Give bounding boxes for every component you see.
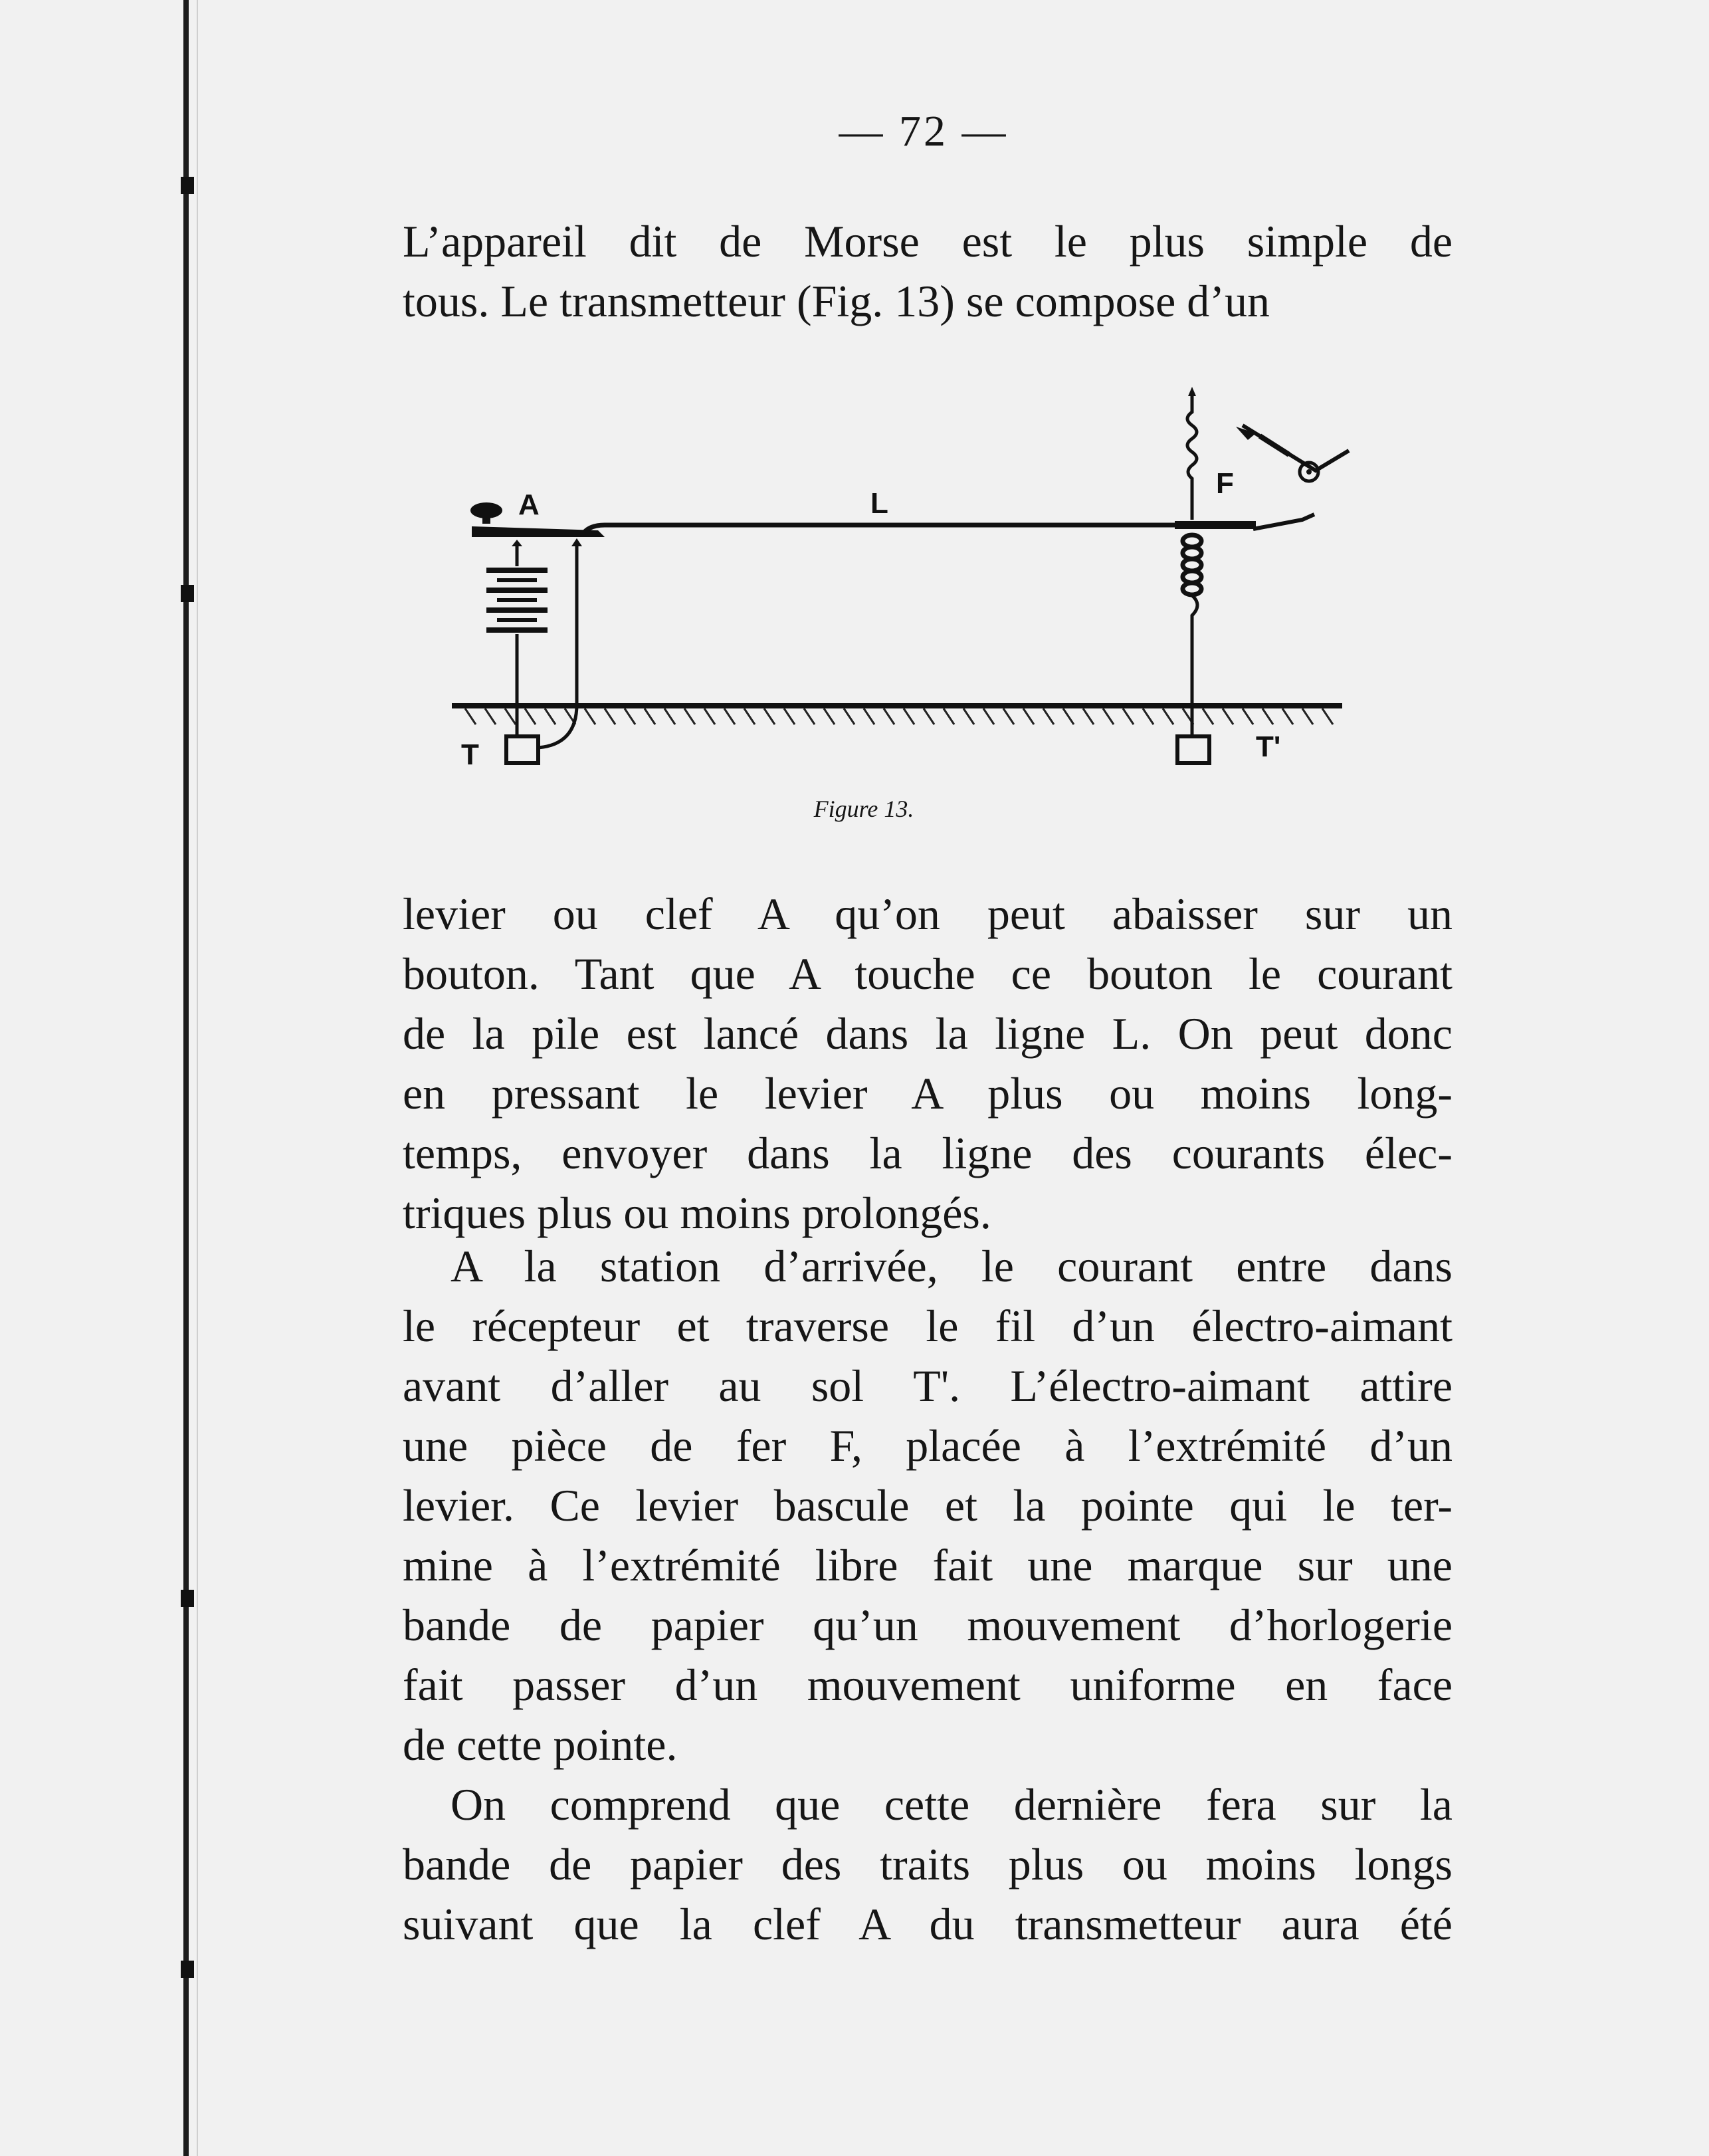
text-line: avant d’aller au sol T'. L’électro-aimant attire (403, 1360, 1453, 1411)
label-line-L: L (870, 487, 888, 520)
binding-notch (181, 1590, 194, 1607)
text-line: suivant que la clef A du transmetteur aura été (403, 1899, 1453, 1949)
binding-notch (181, 177, 194, 194)
binding-edge-shadow (197, 0, 198, 2156)
text-line: L’appareil dit de Morse est le plus simple de (403, 216, 1453, 267)
paragraph-receiver (403, 1236, 1453, 1775)
label-iron-F: F (1216, 467, 1234, 500)
paper-tape-roller (1236, 425, 1349, 481)
text-line: tous. Le transmetteur (Fig. 13) se compose d’un (403, 276, 1270, 326)
telegraph-line (585, 525, 1187, 532)
label-ground-T-prime: T' (1256, 730, 1281, 763)
paragraph-intro (403, 211, 1453, 331)
ground-plate-left (506, 736, 538, 763)
text-line: en pressant le levier A plus ou moins long- (403, 1068, 1453, 1119)
text-line: une pièce de fer F, placée à l’extrémité d’un (403, 1420, 1453, 1471)
ground-hatching (452, 703, 1342, 724)
binding-notch (181, 585, 194, 602)
text-line: levier ou clef A qu’on peut abaisser sur un (403, 889, 1453, 939)
ground-plate-right (1177, 736, 1209, 763)
paragraph-transmitter (403, 884, 1453, 1243)
text-line: On comprend que cette dernière fera sur la (451, 1779, 1453, 1830)
receiver-electromagnet (1175, 387, 1314, 736)
text-line: fait passer d’un mouvement uniforme en face (403, 1660, 1453, 1710)
text-line: de la pile est lancé dans la ligne L. On peut donc (403, 1008, 1453, 1059)
text-line: temps, envoyer dans la ligne des courants élec- (403, 1128, 1453, 1178)
text-line: bande de papier qu’un mouvement d’horlogerie (403, 1600, 1453, 1650)
label-key-A: A (518, 488, 540, 521)
text-line: mine à l’extrémité libre fait une marque sur une (403, 1540, 1453, 1590)
binding-notch (181, 1961, 194, 1978)
figure-caption: Figure 13. (813, 796, 914, 822)
text-line: bouton. Tant que A touche ce bouton le courant (403, 948, 1453, 999)
text-line: de cette pointe. (403, 1719, 678, 1770)
text-line: triques plus ou moins prolongés. (403, 1188, 991, 1238)
paragraph-conclusion (403, 1775, 1453, 1954)
binding-edge (183, 0, 189, 2156)
page-number: — 72 — (839, 107, 1009, 156)
text-line: levier. Ce levier bascule et la pointe qui le ter- (403, 1480, 1453, 1531)
text-line: bande de papier des traits plus ou moins longs (403, 1839, 1453, 1889)
morse-circuit-diagram (445, 372, 1362, 771)
text-line: le récepteur et traverse le fil d’un électro-aimant (403, 1301, 1453, 1351)
label-ground-T: T (461, 738, 479, 771)
text-line: A la station d’arrivée, le courant entre dans (451, 1241, 1453, 1291)
